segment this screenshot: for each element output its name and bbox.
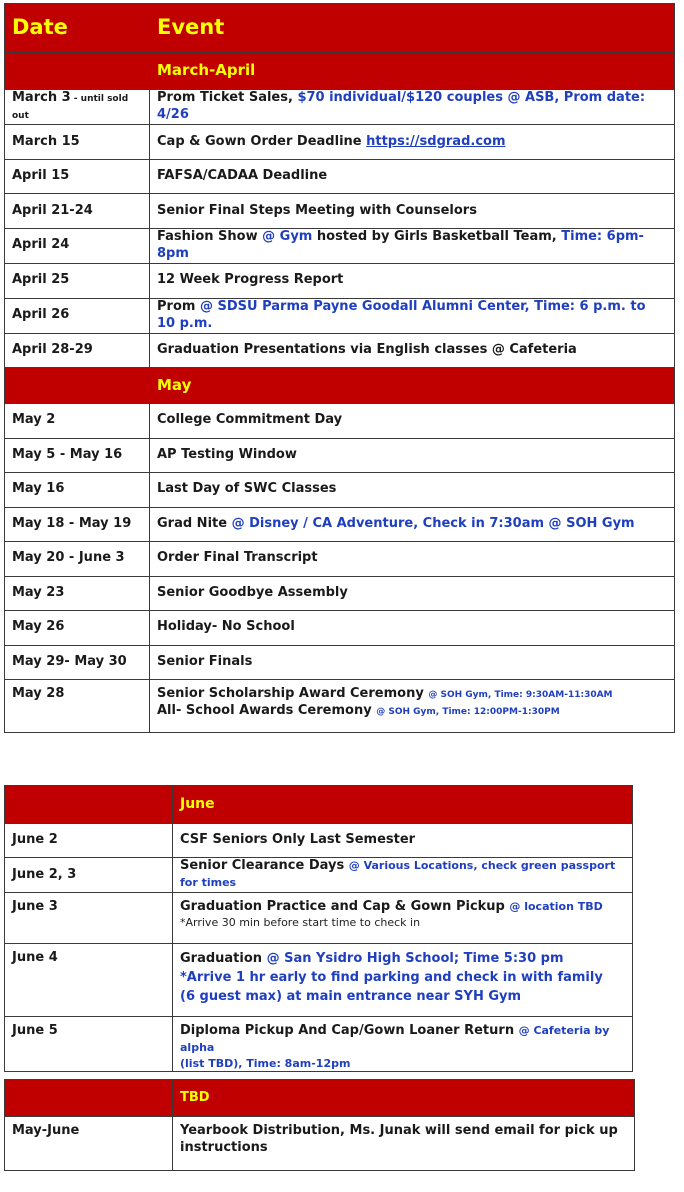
table-row [5, 1117, 635, 1171]
table-header-row [5, 4, 675, 53]
row-date: June 2 [5, 824, 173, 858]
row-event: All- School Awards Ceremony [157, 702, 377, 718]
date-note: - until sold out [12, 94, 129, 121]
row-event: Graduation Practice and Cap & Gown Pickup [180, 899, 510, 914]
table-row [5, 298, 675, 333]
event-note: *Arrive 30 min before start time to check in [180, 915, 421, 929]
row-date: May 26 [5, 610, 150, 645]
section-title: March-April [150, 53, 675, 90]
row-date: May 5 - May 16 [5, 438, 150, 472]
table-row [5, 263, 675, 298]
row-date: May 20 - June 3 [5, 541, 150, 576]
table-row [5, 1017, 633, 1072]
table-row [5, 824, 633, 858]
table-row [5, 893, 633, 944]
event-detail: @ location TBD [509, 900, 603, 913]
event-line [180, 899, 625, 916]
row-date: April 28-29 [5, 333, 150, 367]
row-event: Senior Clearance Days [180, 858, 349, 874]
row-event: Grad Nite [157, 515, 232, 531]
table-row [5, 507, 675, 541]
row-event: Senior Goodbye Assembly [150, 576, 675, 610]
table-row [5, 645, 675, 679]
section-header-row [5, 1080, 635, 1117]
table-row [5, 438, 675, 472]
row-date: May 18 - May 19 [5, 507, 150, 541]
event-detail: @ Disney / CA Adventure, Check in 7:30am @ SOH Gym [231, 515, 635, 531]
sdgrad-link[interactable]: https://sdgrad.com [366, 133, 506, 149]
row-event: Prom [157, 298, 200, 314]
section-title: May [150, 367, 675, 403]
row-event: Fashion Show [157, 229, 263, 244]
event-detail: @ Cafeteria by alpha [180, 1024, 610, 1054]
event-line: *Arrive 1 hr early to find parking and check in with family [180, 969, 603, 985]
row-date: April 21-24 [5, 194, 150, 229]
event-detail: @ Gym [262, 229, 313, 244]
event-detail: @ SOH Gym, Time: 12:00PM-1:30PM [376, 706, 560, 717]
event-detail: @ SDSU Parma Payne Goodall Alumni Center, Time: 6 p.m. to 10 p.m. [157, 298, 646, 331]
table-row [5, 858, 633, 893]
event-line [157, 686, 667, 703]
row-date: April 15 [5, 160, 150, 194]
event-column-header: Event [150, 4, 675, 53]
row-date: May 28 [5, 679, 150, 732]
row-date: June 3 [5, 893, 173, 944]
event-line [157, 703, 667, 720]
table-row [5, 944, 633, 1017]
event-detail: @ SOH Gym, Time: 9:30AM-11:30AM [428, 689, 613, 700]
row-date: May 16 [5, 472, 150, 507]
row-date: May 23 [5, 576, 150, 610]
row-date: March 3 [12, 90, 71, 106]
row-event: Last Day of SWC Classes [150, 472, 675, 507]
table-row [5, 403, 675, 438]
row-date: April 26 [5, 298, 150, 333]
event-line: (list TBD), Time: 8am-12pm [180, 1056, 351, 1070]
row-date: April 24 [5, 229, 150, 264]
row-date: May 29- May 30 [5, 645, 150, 679]
event-time: Time: 6pm-8pm [157, 229, 644, 261]
main-schedule-table [4, 3, 675, 733]
section-header-row [5, 367, 675, 403]
table-row [5, 125, 675, 160]
table-row [5, 160, 675, 194]
row-event: Cap & Gown Order Deadline [157, 133, 367, 149]
row-event: Order Final Transcript [150, 541, 675, 576]
row-event: Holiday- No School [150, 610, 675, 645]
table-row [5, 679, 675, 732]
row-date: June 5 [5, 1017, 173, 1072]
date-column-header: Date [5, 4, 150, 53]
row-event: Senior Scholarship Award Ceremony [157, 685, 429, 701]
row-date: March 15 [5, 125, 150, 160]
tbd-schedule-table [4, 1079, 635, 1171]
row-date: June 2, 3 [5, 858, 173, 893]
table-row [5, 229, 675, 264]
event-line: (6 guest max) at main entrance near SYH Gym [180, 988, 522, 1004]
row-event: Senior Finals [150, 645, 675, 679]
row-date: June 4 [5, 944, 173, 1017]
row-event: 12 Week Progress Report [150, 263, 675, 298]
table-row [5, 194, 675, 229]
event-line [180, 950, 625, 969]
row-event: CSF Seniors Only Last Semester [173, 824, 633, 858]
june-schedule-table [4, 785, 633, 1072]
row-event-mid: hosted by Girls Basketball Team, [312, 229, 562, 244]
table-row [5, 576, 675, 610]
row-event: Senior Final Steps Meeting with Counselors [150, 194, 675, 229]
section-header-row [5, 53, 675, 90]
table-row [5, 90, 675, 125]
table-row [5, 472, 675, 507]
event-detail: @ Various Locations, check green passport for times [180, 859, 616, 889]
row-event: AP Testing Window [150, 438, 675, 472]
section-title: June [173, 786, 633, 824]
event-detail: @ San Ysidro High School; Time 5:30 pm [266, 951, 564, 966]
row-event: Diploma Pickup And Cap/Gown Loaner Return [180, 1023, 519, 1038]
row-event: FAFSA/CADAA Deadline [150, 160, 675, 194]
section-header-row [5, 786, 633, 824]
section-title: TBD [173, 1080, 635, 1117]
table-row [5, 610, 675, 645]
row-event: Graduation [180, 951, 267, 966]
table-row [5, 541, 675, 576]
event-line: instructions [180, 1139, 268, 1155]
event-detail: $70 individual/$120 couples @ ASB, Prom date: 4/26 [157, 90, 646, 122]
event-line: Yearbook Distribution, Ms. Junak will send email for pick up [180, 1123, 618, 1138]
row-date: May-June [5, 1117, 173, 1171]
row-event: College Commitment Day [150, 403, 675, 438]
row-date: May 2 [5, 403, 150, 438]
table-row [5, 333, 675, 367]
row-event: Graduation Presentations via English classes @ Cafeteria [150, 333, 675, 367]
event-line [180, 1023, 625, 1057]
row-date: April 25 [5, 263, 150, 298]
row-event: Prom Ticket Sales, [157, 90, 298, 106]
